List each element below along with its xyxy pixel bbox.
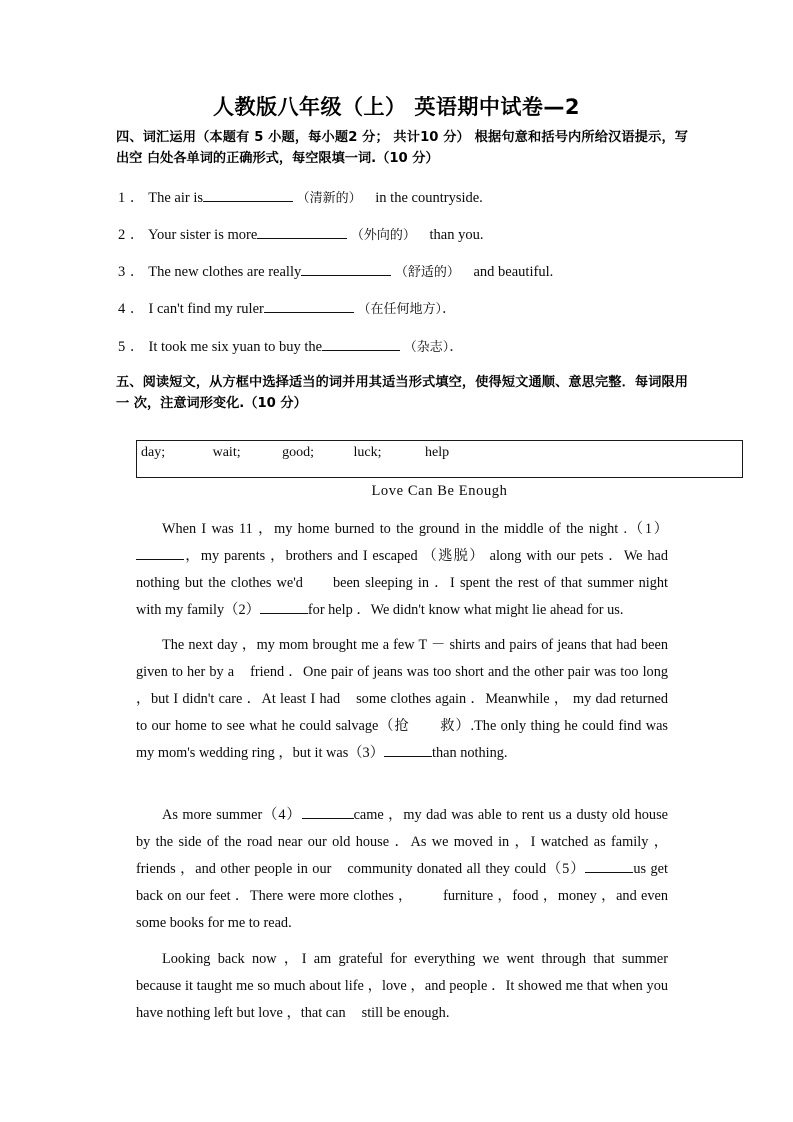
section-five-heading: 五、阅读短文，从方框中选择适当的词并用其适当形式填空，使得短文通顺、意思完整．每词限用一 次，注意词形变化.（10 分） [116, 375, 688, 411]
question-text-before: The new clothes are really [148, 264, 302, 280]
question-hint: （舒适的） [394, 265, 460, 280]
page-title: 人教版八年级（上） 英语期中试卷—2 [213, 95, 580, 119]
passage-paragraph-1 [136, 516, 668, 624]
question-number: 5 ． [118, 339, 145, 355]
paragraph-text: still be enough. [361, 1005, 450, 1021]
question-item-2 [118, 225, 698, 246]
question-text-after: ． [442, 301, 457, 317]
paragraph-text: 救）.The only thing he could find was my mom's wedding ring ，but it was（3） [136, 718, 668, 761]
question-hint: （在任何地方） [357, 302, 442, 317]
passage-blank-4[interactable] [302, 818, 354, 819]
word-bank-item-help: help [425, 445, 450, 460]
answer-blank[interactable] [322, 350, 400, 351]
paragraph-text: furniture ，food ，money ，and even some books for me to read. [136, 888, 668, 931]
passage-blank-5[interactable] [585, 872, 633, 873]
question-item-4 [118, 299, 698, 320]
section-four-heading: 四、词汇运用（本题有 5 小题，每小题2 分； 共计10 分） 根据句意和括号内所给汉语提示，写出空 白处各单词的正确形式，每空限填一词.（10 分） [116, 130, 688, 166]
word-bank-box [136, 440, 743, 478]
question-number: 4 ． [118, 301, 145, 317]
question-hint: （外向的） [350, 228, 416, 243]
question-item-3 [118, 262, 698, 283]
question-text-before: The air is [148, 190, 204, 206]
word-bank-item-good: good; [282, 445, 314, 460]
question-hint: （杂志） [403, 340, 450, 355]
word-bank-item-luck: luck; [353, 445, 382, 460]
paragraph-text: came ，my dad was able to rent us a dusty old house by the side of the road near our old house ．As we moved in ，I watched as family ，friends ，and other people in our [136, 807, 668, 877]
passage-blank-3[interactable] [384, 756, 432, 757]
answer-blank[interactable] [257, 238, 347, 239]
paragraph-text: for help ．We didn't know what might lie ahead for us. [307, 602, 624, 618]
question-text-before: I can't find my ruler [148, 301, 264, 317]
answer-blank[interactable] [203, 201, 293, 202]
question-item-1 [118, 188, 698, 209]
paragraph-text: Looking back now ，I am grateful for everything we went through that summer because it taught me so much about life ，love ，and people ．It showed me that when you have nothing left but love ，that can [136, 951, 668, 1021]
question-text-after: in the countryside. [375, 190, 483, 206]
paragraph-text: than nothing. [432, 745, 508, 761]
question-text-after: than you. [429, 227, 484, 243]
question-number: 3 ． [118, 264, 145, 280]
passage-paragraph-3 [136, 802, 668, 937]
passage-paragraph-4 [136, 946, 668, 1027]
question-text-after: and beautiful. [473, 264, 554, 280]
passage-title: Love Can Be Enough [371, 483, 508, 499]
paragraph-text: been sleeping in ．I spent the rest of that summer night with my family（2） [136, 575, 668, 618]
question-item-5 [118, 337, 698, 358]
word-bank-list [137, 441, 742, 461]
paragraph-text: ，my parents ，brothers and I escaped （逃脱） along with our pets ．We had nothing but the clothes we'd [136, 548, 668, 591]
paragraph-text: The next day ，my mom brought me a few T － shirts and pairs of jeans that had been given to her by a [136, 637, 668, 680]
question-text-before: Your sister is more [147, 227, 258, 243]
question-hint: （清新的） [296, 191, 362, 206]
answer-blank[interactable] [301, 275, 391, 276]
answer-blank[interactable] [264, 312, 354, 313]
question-number: 1 ． [118, 190, 145, 206]
question-text-before: It took me six yuan to buy the [148, 339, 323, 355]
paragraph-text: As more summer（4） [162, 807, 302, 823]
paragraph-text: friend ．One pair of jeans was too short and the other pair was too long ，but I didn't care ．At least I had [136, 664, 668, 707]
passage-paragraph-2 [136, 632, 668, 767]
passage-blank-1[interactable] [136, 559, 184, 560]
paragraph-text: us get back on our feet ．There were more clothes ， [136, 861, 668, 904]
paragraph-text: community donated all they could（5） [347, 861, 586, 877]
paragraph-text: some clothes again ．Meanwhile ， my dad returned to our home to see what he could salvage（抢 [136, 691, 669, 734]
question-text-after: ． [449, 339, 464, 355]
word-bank-item-day: day; [141, 445, 166, 460]
question-number: 2 ． [118, 227, 145, 243]
passage-blank-2[interactable] [260, 613, 308, 614]
paragraph-text: When I was 11 ，my home burned to the ground in the middle of the night .（1） [162, 521, 668, 537]
word-bank-item-wait: wait; [212, 445, 241, 460]
